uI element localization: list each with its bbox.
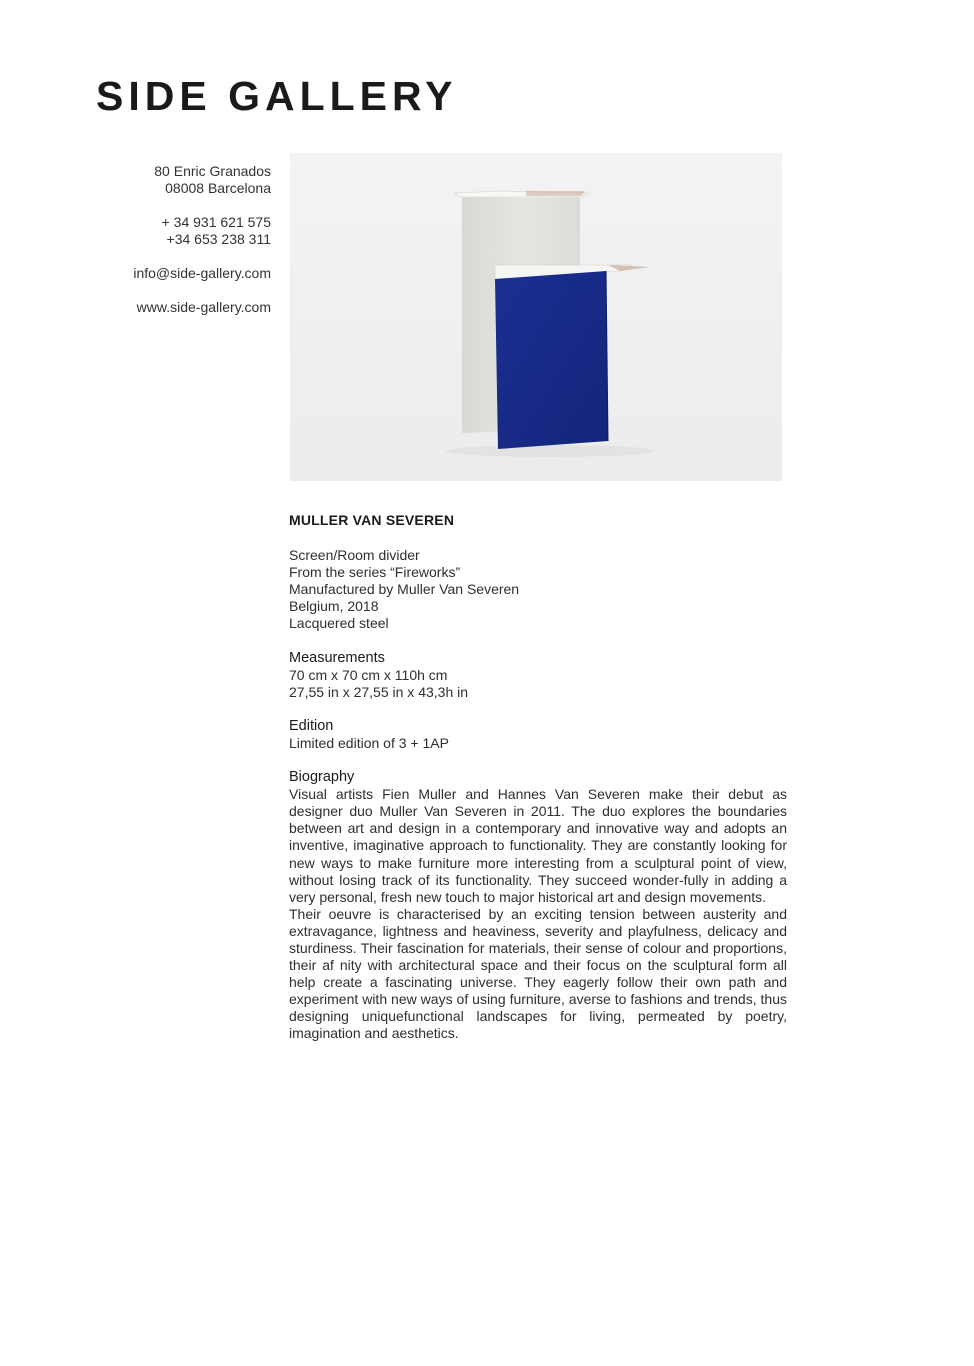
website-block <box>133 299 271 316</box>
biography-paragraph: Their oeuvre is characterised by an exciting tension between austerity and extravagance, lightness and heaviness, severity and playfulness, delicacy and sturdiness. Their fascination for materials, their sense of colour and proportions, their af nity with architectural space and their focus on the sculptural form all help create a fascinating universe. They eagerly follow their own path and experiment with new ways of using furniture, averse to fashions and trends, thus designing uniquefunctional landscapes for living, permeated by poetry, imagination and aesthetics. <box>289 905 787 1042</box>
description-line: Lacquered steel <box>289 615 389 632</box>
edition <box>289 718 787 752</box>
edition-text: Limited edition of 3 + 1AP <box>289 734 449 751</box>
phone-numbers <box>133 214 271 248</box>
gallery-logo: SIDE GALLERY <box>96 73 458 119</box>
measurement-line: 70 cm x 70 cm x 110h cm <box>289 666 448 683</box>
measurements-heading: Measurements <box>289 649 385 666</box>
measurements <box>289 650 787 701</box>
description-line: Belgium, 2018 <box>289 598 379 615</box>
description-line: Manufactured by Muller Van Severen <box>289 581 520 598</box>
measurement-line: 27,55 in x 27,55 in x 43,3h in <box>289 683 469 700</box>
phone-number: +34 653 238 311 <box>166 231 271 247</box>
phone-number: + 34 931 621 575 <box>161 214 271 230</box>
artwork-details <box>289 512 787 1060</box>
website-link[interactable]: www.side-gallery.com <box>136 299 271 315</box>
screen-room-divider-image <box>290 153 782 481</box>
description-line: From the series “Fireworks” <box>289 564 461 581</box>
email-link[interactable]: info@side-gallery.com <box>133 265 271 281</box>
description <box>289 547 787 632</box>
contact-block <box>133 163 271 333</box>
biography <box>289 769 787 1043</box>
artwork-photo <box>290 153 782 481</box>
biography-heading: Biography <box>289 769 355 786</box>
edition-heading: Edition <box>289 717 334 734</box>
biography-paragraph: Visual artists Fien Muller and Hannes Van Severen make their debut as designer duo Muller Van Severen in 2011. The duo explores the boundaries between art and design in a contemporary and innovative way and adopts an inventive, imaginative approach to functionality. They are constantly looking for new ways to make furniture more interesting from a sculptural point of view, without losing track of its functionality. They succeed wonder-fully in adding a very personal, fresh new touch to major historical art and design movements. <box>289 786 787 905</box>
address <box>133 163 271 197</box>
address-line: 80 Enric Granados <box>154 163 271 179</box>
artist-name: MULLER VAN SEVEREN <box>289 512 455 528</box>
email-block <box>133 265 271 282</box>
address-line: 08008 Barcelona <box>165 180 271 196</box>
description-line: Screen/Room divider <box>289 547 420 564</box>
